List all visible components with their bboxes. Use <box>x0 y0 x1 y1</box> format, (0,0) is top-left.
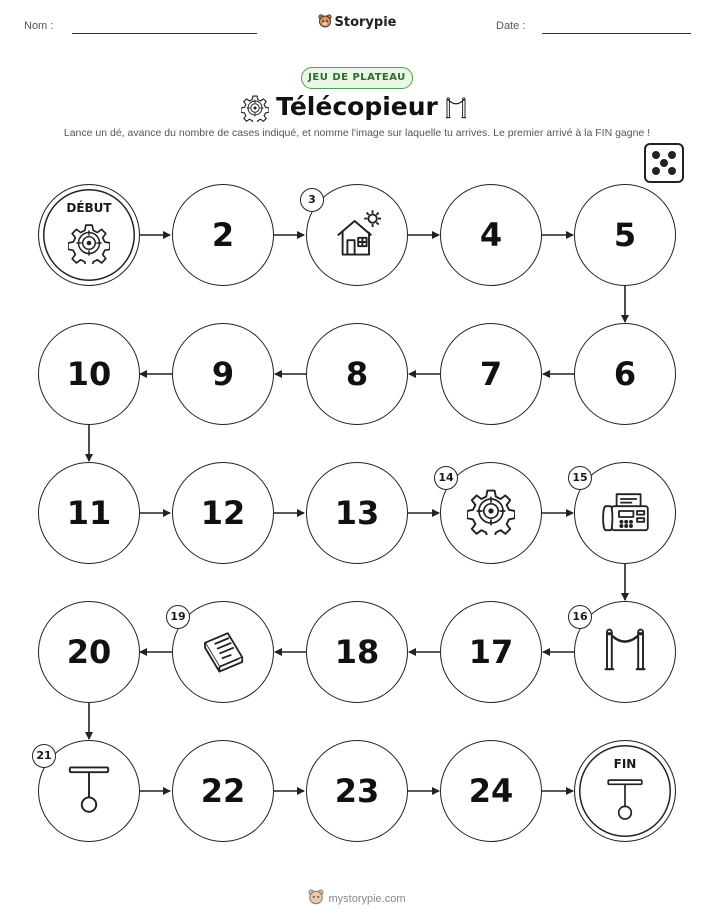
cell-number: 8 <box>345 355 369 393</box>
cell-number-badge: 15 <box>568 466 592 490</box>
cell-number-badge: 16 <box>568 605 592 629</box>
house-icon <box>333 209 381 261</box>
cell-number: 17 <box>468 633 514 671</box>
bear-icon <box>308 889 324 909</box>
game-type-badge: JEU DE PLATEAU <box>301 67 413 89</box>
board-cell <box>172 740 274 842</box>
board-cell <box>172 184 274 286</box>
name-label: Nom : <box>24 20 54 32</box>
board-cell <box>38 462 140 564</box>
page-title: Télécopieur <box>276 92 438 121</box>
rope-barrier-icon <box>601 626 649 678</box>
footer <box>0 889 714 909</box>
board-cell <box>440 740 542 842</box>
cell-number: 6 <box>613 355 637 393</box>
board-cell <box>172 462 274 564</box>
cell-number: 10 <box>66 355 112 393</box>
cell-number: 12 <box>200 494 246 532</box>
book-icon <box>199 626 247 678</box>
date-label: Date : <box>496 20 526 32</box>
cell-number-badge: 19 <box>166 605 190 629</box>
footer-url[interactable]: mystorypie.com <box>328 893 406 905</box>
cell-number: 18 <box>334 633 380 671</box>
cell-number: 24 <box>468 772 514 810</box>
pendulum-icon <box>65 765 113 817</box>
cell-number: 23 <box>334 772 380 810</box>
gear-icon <box>68 222 110 268</box>
instructions: Lance un dé, avance du nombre de cases indiqué, et nomme l'image sur laquelle tu arrives. Le premier arrivé à la FIN gagne ! <box>63 127 651 139</box>
board-cell <box>574 184 676 286</box>
cell-number: 2 <box>211 216 235 254</box>
cell-number: 5 <box>613 216 637 254</box>
brand-name: Storypie <box>334 15 397 30</box>
board-cell <box>306 462 408 564</box>
board-cell <box>306 740 408 842</box>
board-cell <box>440 184 542 286</box>
board-cell <box>38 601 140 703</box>
cell-number-badge: 3 <box>300 188 324 212</box>
cell-number: 22 <box>200 772 246 810</box>
cell-number: 9 <box>211 355 235 393</box>
board-cell <box>440 323 542 425</box>
board-cell <box>172 323 274 425</box>
finish-label: FIN <box>613 757 637 771</box>
board-cell <box>306 323 408 425</box>
cell-number: 13 <box>334 494 380 532</box>
board-cell <box>306 601 408 703</box>
board-cell <box>440 601 542 703</box>
cell-number: 20 <box>66 633 112 671</box>
pendulum-icon <box>604 778 646 824</box>
board-cell <box>574 323 676 425</box>
start-label: DÉBUT <box>66 201 112 215</box>
board-cell <box>38 323 140 425</box>
cell-number-badge: 21 <box>32 744 56 768</box>
cell-number: 4 <box>479 216 503 254</box>
cell-number-badge: 14 <box>434 466 458 490</box>
start-cell <box>38 184 140 286</box>
fax-icon <box>601 487 649 539</box>
gear-icon <box>467 487 515 539</box>
cell-number: 11 <box>66 494 112 532</box>
cell-number: 7 <box>479 355 503 393</box>
finish-cell <box>574 740 676 842</box>
